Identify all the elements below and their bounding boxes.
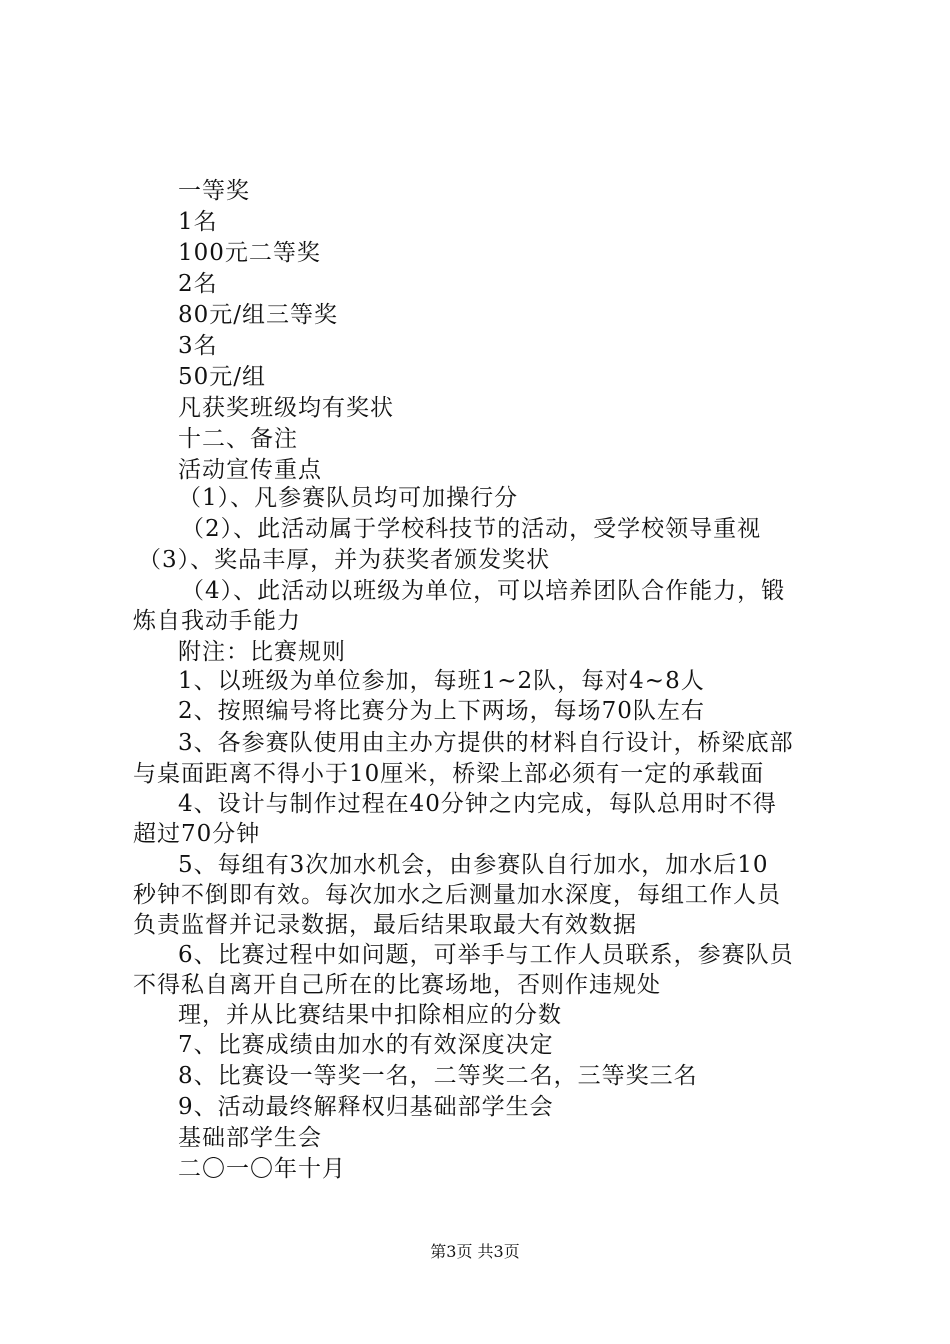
rule-item: 3、各参赛队使用由主办方提供的材料自行设计，桥梁底部	[178, 730, 794, 756]
text-line: （4）、此活动以班级为单位，可以培养团队合作能力，锻	[181, 578, 786, 604]
section-heading: 十二、备注	[178, 426, 298, 452]
rule-item: 1、以班级为单位参加，每班1~2队，每对4~8人	[178, 668, 705, 694]
signature-organization: 基础部学生会	[178, 1125, 322, 1151]
rule-item: 不得私自离开自己所在的比赛场地，否则作违规处	[133, 972, 661, 998]
text-line: 50元/组	[178, 364, 267, 390]
text-line: 1名	[178, 209, 218, 235]
text-line: 活动宣传重点	[178, 457, 322, 483]
text-line: 炼自我动手能力	[133, 608, 301, 634]
rule-item: 7、比赛成绩由加水的有效深度决定	[178, 1032, 554, 1058]
rule-item: 2、按照编号将比赛分为上下两场，每场70队左右	[178, 698, 705, 724]
page-footer: 第3页 共3页	[430, 1242, 520, 1261]
rule-item: 理，并从比赛结果中扣除相应的分数	[178, 1002, 562, 1028]
text-line: 3名	[178, 333, 218, 359]
section-heading: 附注：比赛规则	[178, 639, 346, 665]
rule-item: 4、设计与制作过程在40分钟之内完成，每队总用时不得	[178, 791, 777, 817]
rule-item: 9、活动最终解释权归基础部学生会	[178, 1094, 554, 1120]
text-line: 100元二等奖	[178, 240, 321, 266]
rule-item: 8、比赛设一等奖一名，二等奖二名，三等奖三名	[178, 1063, 698, 1089]
text-line: 凡获奖班级均有奖状	[178, 395, 394, 421]
text-line: （2）、此活动属于学校科技节的活动，受学校领导重视	[181, 516, 762, 542]
signature-date: 二〇一〇年十月	[178, 1156, 346, 1182]
text-line: 80元/组三等奖	[178, 302, 339, 328]
text-line: 一等奖	[178, 178, 250, 204]
rule-item: 6、比赛过程中如问题，可举手与工作人员联系，参赛队员	[178, 942, 794, 968]
rule-item: 秒钟不倒即有效。每次加水之后测量加水深度，每组工作人员	[133, 882, 781, 908]
rule-item: 超过70分钟	[133, 821, 261, 847]
rule-item: 与桌面距离不得小于10厘米，桥梁上部必须有一定的承载面	[133, 761, 765, 787]
text-line: 2名	[178, 271, 218, 297]
rule-item: 5、每组有3次加水机会，由参赛队自行加水，加水后10	[178, 852, 769, 878]
text-line: （3）、奖品丰厚，并为获奖者颁发奖状	[138, 547, 551, 573]
rule-item: 负责监督并记录数据，最后结果取最大有效数据	[133, 912, 637, 938]
text-line: （1）、凡参赛队员均可加操行分	[178, 485, 519, 511]
